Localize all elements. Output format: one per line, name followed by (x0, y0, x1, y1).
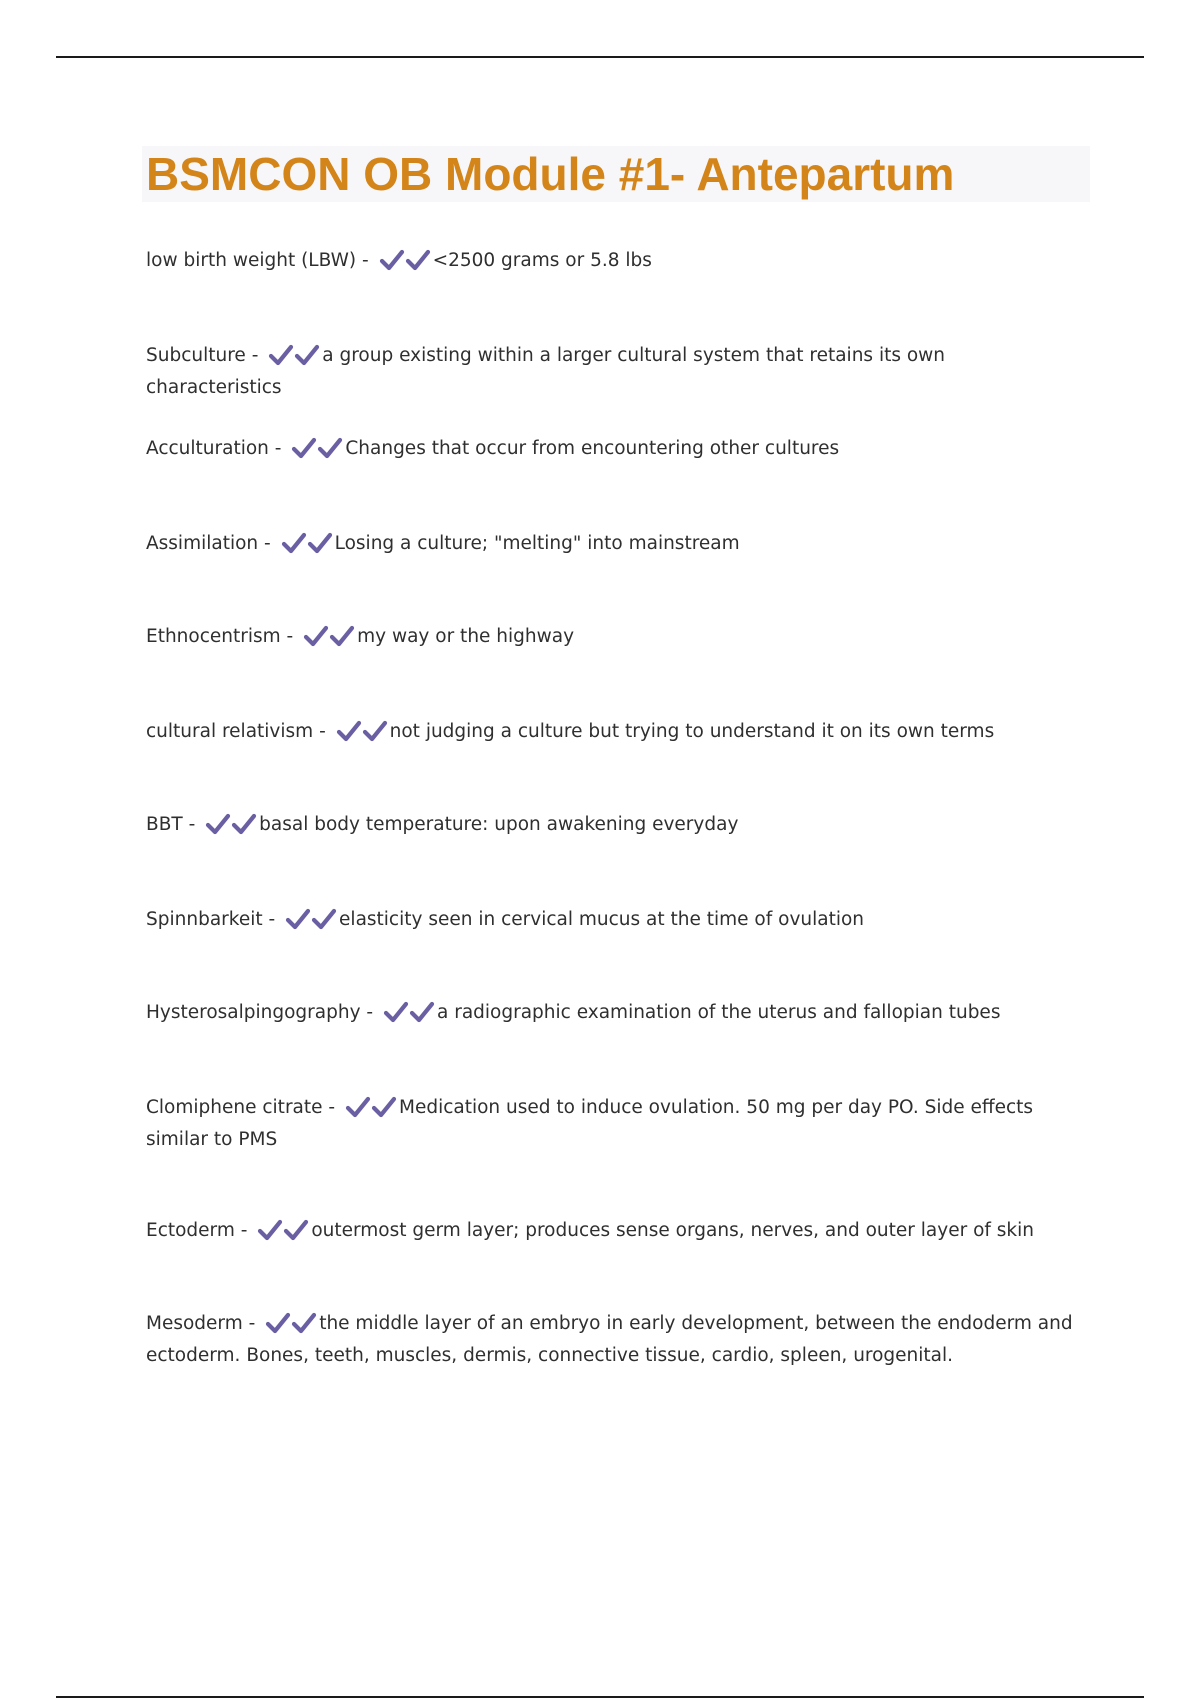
term-entry (146, 1093, 1076, 1154)
term-name: Hysterosalpingography (146, 1002, 361, 1023)
checkmarks (303, 625, 355, 654)
checkmark-icon (379, 249, 405, 271)
term-entry (146, 246, 1076, 278)
checkmark-icon (294, 344, 320, 366)
checkmarks (336, 720, 388, 749)
term-separator: - (360, 1002, 374, 1023)
term-entry (146, 1309, 1076, 1370)
term-definition: Losing a culture; "melting" into mainstream (334, 533, 740, 554)
term-separator: - (262, 909, 276, 930)
checkmark-icon (231, 813, 257, 835)
top-rule (56, 56, 1144, 58)
term-definition: Medication used to induce ovulation. 50 mg per day PO. Side effects similar to PMS (146, 1097, 1034, 1150)
checkmarks (281, 532, 333, 561)
checkmark-icon (345, 1096, 371, 1118)
checkmarks (268, 344, 320, 373)
term-name: Clomiphene citrate (146, 1097, 323, 1118)
checkmark-icon (257, 1219, 283, 1241)
term-definition: not judging a culture but trying to understand it on its own terms (389, 721, 995, 742)
term-entry (146, 998, 1076, 1030)
term-separator: - (258, 533, 271, 554)
term-definition: the middle layer of an embryo in early development, between the endoderm and ectoderm. Bones, teeth, muscles, dermis, connective tissue, cardio, spleen, urogenital. (146, 1313, 1073, 1366)
term-name: Assimilation (146, 533, 259, 554)
term-name: Acculturation (146, 438, 269, 459)
checkmark-icon (329, 625, 355, 647)
term-definition: a group existing within a larger cultural system that retains its own characteristics (146, 345, 946, 398)
term-name: BBT (146, 814, 183, 835)
term-name: cultural relativism (146, 721, 314, 742)
checkmarks (285, 908, 337, 937)
term-name: Mesoderm (146, 1313, 243, 1334)
term-definition: my way or the highway (357, 626, 575, 647)
checkmark-icon (291, 437, 317, 459)
checkmark-icon (317, 437, 343, 459)
term-entry (146, 529, 1076, 561)
checkmarks (383, 1001, 435, 1030)
checkmark-icon (336, 720, 362, 742)
checkmark-icon (383, 1001, 409, 1023)
checkmark-icon (409, 1001, 435, 1023)
checkmark-icon (205, 813, 231, 835)
term-separator: - (313, 721, 326, 742)
term-entry (146, 717, 1076, 749)
term-entry (146, 1216, 1076, 1248)
term-separator: - (182, 814, 196, 835)
checkmarks (265, 1312, 317, 1341)
term-name: Ethnocentrism (146, 626, 281, 647)
checkmark-icon (303, 625, 329, 647)
term-name: Ectoderm (146, 1220, 235, 1241)
term-entry (146, 622, 1076, 654)
bottom-rule (56, 1696, 1144, 1698)
term-separator: - (234, 1220, 248, 1241)
checkmark-icon (362, 720, 388, 742)
term-definition: elasticity seen in cervical mucus at the time of ovulation (339, 909, 865, 930)
term-definition: Changes that occur from encountering other cultures (345, 438, 840, 459)
checkmark-icon (281, 532, 307, 554)
checkmarks (379, 249, 431, 278)
checkmark-icon (307, 532, 333, 554)
term-separator: - (356, 250, 369, 271)
term-name: Spinnbarkeit (146, 909, 263, 930)
checkmark-icon (283, 1219, 309, 1241)
checkmarks (205, 813, 257, 842)
term-separator: - (245, 345, 259, 366)
term-name: low birth weight (LBW) (146, 250, 357, 271)
term-separator: - (280, 626, 294, 647)
checkmark-icon (265, 1312, 291, 1334)
term-separator: - (268, 438, 282, 459)
checkmark-icon (285, 908, 311, 930)
term-entry (146, 341, 1076, 402)
term-entry (146, 810, 1076, 842)
checkmark-icon (405, 249, 431, 271)
checkmark-icon (291, 1312, 317, 1334)
checkmark-icon (311, 908, 337, 930)
checkmarks (345, 1096, 397, 1125)
checkmarks (291, 437, 343, 466)
term-definition: a radiographic examination of the uterus and fallopian tubes (437, 1002, 1001, 1023)
checkmark-icon (268, 344, 294, 366)
term-definition: basal body temperature: upon awakening everyday (259, 814, 739, 835)
term-entry (146, 434, 1076, 466)
term-separator: - (322, 1097, 336, 1118)
term-separator: - (242, 1313, 256, 1334)
checkmark-icon (371, 1096, 397, 1118)
page-title: BSMCON OB Module #1- Antepartum (146, 148, 955, 200)
term-definition: <2500 grams or 5.8 lbs (432, 250, 652, 271)
term-name: Subculture (146, 345, 246, 366)
term-definition: outermost germ layer; produces sense organs, nerves, and outer layer of skin (311, 1220, 1035, 1241)
checkmarks (257, 1219, 309, 1248)
term-entry (146, 905, 1076, 937)
